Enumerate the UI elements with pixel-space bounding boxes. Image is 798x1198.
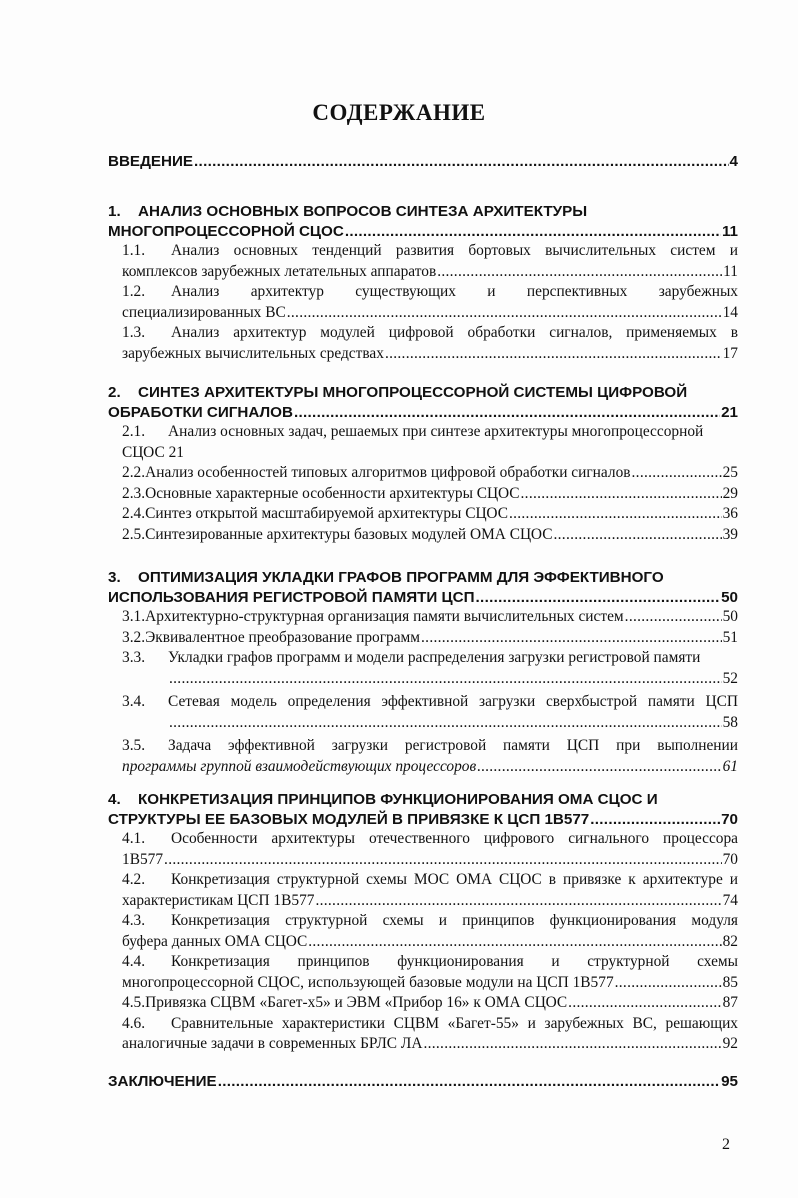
chapter-title-line1: СИНТЕЗ АРХИТЕКТУРЫ МНОГОПРОЦЕССОРНОЙ СИСТЕМЫ ЦИФРОВОЙ	[138, 384, 688, 401]
section-title: Синтезированные архитектуры базовых модулей ОМА СЦОС	[145, 525, 553, 543]
chapter-title-line2: ИСПОЛЬЗОВАНИЯ РЕГИСТРОВОЙ ПАМЯТИ ЦСП	[108, 589, 475, 606]
section-title-line2: аналогичные задачи в современных БРЛС ЛА	[122, 1035, 423, 1052]
toc-chapter-4-sections	[108, 829, 738, 1055]
chapter-number: 3.	[108, 569, 121, 586]
dot-leader	[521, 484, 722, 505]
section-title-line1: Анализ архитектур существующих и перспективных зарубежных	[171, 283, 738, 300]
toc-page-number: 70	[721, 811, 738, 828]
dot-leader	[423, 1034, 721, 1055]
toc-page-number: 61	[722, 757, 738, 775]
section-number: 4.3.	[122, 912, 146, 929]
toc-page-number: 70	[722, 850, 738, 868]
section-title-line2: 1В577	[122, 850, 164, 868]
dot-leader	[345, 222, 721, 242]
toc-page-number: 52	[722, 669, 738, 687]
dot-leader	[421, 628, 722, 649]
section-title: Анализ особенностей типовых алгоритмов цифровой обработки сигналов	[145, 464, 631, 481]
toc-page-number: 92	[722, 1035, 738, 1052]
dot-leader	[568, 993, 721, 1014]
section-number: 2.2.	[122, 464, 146, 481]
dot-leader	[315, 891, 721, 912]
section-number: 2.4.	[122, 505, 146, 522]
toc-section-4-3[interactable]	[108, 911, 738, 952]
section-title-line1: Особенности архитектуры отечественного цифрового сигнального процессора	[171, 830, 738, 847]
toc-section-2-2[interactable]	[108, 463, 738, 484]
toc-page-number: 87	[722, 994, 738, 1011]
dot-leader	[385, 344, 722, 365]
toc-chapter-3-heading[interactable]	[108, 568, 738, 608]
toc-page-number: 36	[722, 505, 738, 522]
toc-chapter-1-heading[interactable]	[108, 202, 738, 242]
dot-leader	[590, 810, 720, 830]
toc-page-number: 21	[721, 404, 738, 421]
toc-page-number: 39	[722, 525, 738, 543]
dot-leader	[625, 607, 722, 628]
page-number: 2	[722, 1136, 730, 1153]
chapter-title-line1: КОНКРЕТИЗАЦИЯ ПРИНЦИПОВ ФУНКЦИОНИРОВАНИЯ ОМА СЦОС И	[138, 791, 658, 808]
toc-chapter-3-sections	[108, 607, 738, 777]
section-title: Укладки графов программ и модели распределения загрузки регистровой памяти	[168, 649, 701, 666]
section-number: 4.6.	[122, 1014, 146, 1032]
section-number: 3.3.	[122, 649, 146, 666]
toc-section-2-5[interactable]	[108, 525, 738, 546]
toc-section-4-2[interactable]	[108, 870, 738, 911]
section-title-line2: буфера данных ОМА СЦОС	[122, 932, 308, 950]
section-title-line2: многопроцессорной СЦОС, использующей базовые модули на ЦСП 1В577	[122, 973, 614, 991]
toc-section-2-4[interactable]	[108, 504, 738, 525]
section-title: Эквивалентное преобразование программ	[145, 628, 421, 646]
toc-section-4-6[interactable]	[108, 1014, 738, 1055]
section-title-line1: Анализ архитектур модулей цифровой обработки сигналов, применяемых в	[171, 324, 738, 341]
section-title: Привязка СЦВМ «Багет-х5» и ЭВМ «Прибор 16» к ОМА СЦОС	[145, 994, 568, 1011]
dot-leader	[615, 973, 722, 994]
toc-page-number: 11	[721, 223, 738, 240]
section-title-line2: специализированных ВС	[122, 303, 286, 321]
toc-chapter-2-sections	[108, 422, 738, 545]
toc-section-3-1[interactable]	[108, 607, 738, 628]
section-number: 1.2.	[122, 283, 146, 300]
toc-page-number: 74	[722, 891, 738, 909]
toc-section-2-3[interactable]	[108, 484, 738, 505]
chapter-title-line1: ОПТИМИЗАЦИЯ УКЛАДКИ ГРАФОВ ПРОГРАММ ДЛЯ ЭФФЕКТИВНОГО	[138, 569, 664, 586]
toc-page-number: 4	[729, 153, 738, 170]
chapter-number: 1.	[108, 203, 121, 220]
chapter-number: 4.	[108, 791, 121, 808]
section-number: 4.2.	[122, 871, 146, 888]
dot-leader	[476, 588, 721, 608]
dot-leader	[437, 262, 722, 283]
section-number: 4.4.	[122, 953, 146, 970]
section-number: 3.2.	[122, 628, 146, 646]
toc-chapter-1-sections	[108, 241, 738, 364]
toc-page-number: 14	[722, 303, 738, 321]
section-title-line2: программы группой взаимодействующих процессоров	[122, 757, 477, 775]
section-title-line1: Задача эффективной загрузки регистровой памяти ЦСП при выполнении	[168, 737, 738, 754]
section-title: Архитектурно-структурная организация памяти вычислительных систем	[145, 608, 624, 625]
toc-entry-conclusion[interactable]	[108, 1072, 738, 1092]
toc-chapter-2-heading[interactable]	[108, 383, 738, 423]
toc-section-4-1[interactable]	[108, 829, 738, 870]
toc-page-number: 50	[721, 589, 738, 606]
dot-leader	[294, 403, 720, 423]
section-title: Основные характерные особенности архитектуры СЦОС	[145, 484, 520, 502]
section-number: 2.1.	[122, 423, 146, 440]
toc-page-number: 25	[722, 464, 738, 481]
section-title-line1: Сравнительные характеристики СЦВМ «Багет-55» и зарубежных ВС, решающих	[171, 1014, 738, 1032]
section-title-line2: характеристикам ЦСП 1В577	[122, 891, 315, 909]
section-number: 4.5.	[122, 994, 146, 1011]
toc-entry-intro[interactable]	[108, 152, 738, 172]
page-title: СОДЕРЖАНИЕ	[312, 100, 486, 125]
section-number: 3.5.	[122, 737, 146, 754]
dot-leader	[169, 669, 722, 690]
section-number: 3.4.	[122, 693, 146, 710]
section-number: 4.1.	[122, 830, 146, 847]
toc-section-3-4[interactable]	[108, 692, 738, 733]
section-number: 1.3.	[122, 324, 146, 341]
chapter-number: 2.	[108, 384, 121, 401]
section-title-line1: Анализ основных задач, решаемых при синтезе архитектуры многопроцессорной	[168, 423, 704, 440]
toc-section-3-3[interactable]	[108, 648, 738, 689]
dot-leader	[308, 932, 721, 953]
chapter-title-line2: МНОГОПРОЦЕССОРНОЙ СЦОС	[108, 223, 344, 240]
toc-section-4-4[interactable]	[108, 952, 738, 993]
dot-leader	[287, 303, 722, 324]
toc-section-1-1[interactable]	[108, 241, 738, 282]
toc-page-number: 17	[722, 344, 738, 362]
section-title-line2: СЦОС 21	[122, 443, 184, 461]
toc-section-1-3[interactable]	[108, 323, 738, 364]
toc-entry-label: ЗАКЛЮЧЕНИЕ	[108, 1073, 217, 1090]
dot-leader	[164, 850, 722, 871]
toc-section-4-5[interactable]	[108, 993, 738, 1014]
section-title-line1: Конкретизация принципов функционирования и структурной схемы	[171, 953, 738, 970]
toc-page-number: 29	[722, 484, 738, 502]
toc-page-number: 58	[722, 713, 738, 731]
dot-leader	[509, 504, 722, 525]
section-title-line1: Конкретизация структурной схемы и принципов функционирования модуля	[171, 912, 738, 929]
toc-entry-label: ВВЕДЕНИЕ	[108, 153, 194, 170]
section-title-line1: Анализ основных тенденций развития бортовых вычислительных систем и	[171, 242, 738, 259]
toc-chapter-4-heading[interactable]	[108, 790, 738, 830]
chapter-title-line1: АНАЛИЗ ОСНОВНЫХ ВОПРОСОВ СИНТЕЗА АРХИТЕКТУРЫ	[138, 203, 588, 220]
toc-page-number: 95	[721, 1073, 738, 1090]
toc-page-number: 51	[722, 628, 738, 646]
dot-leader	[632, 463, 722, 484]
toc-page-number: 82	[722, 932, 738, 950]
section-title: Сетевая модель определения эффективной загрузки сверхбыстрой памяти ЦСП	[168, 693, 738, 710]
section-number: 2.3.	[122, 484, 146, 502]
dot-leader	[218, 1072, 720, 1092]
toc-page-number: 11	[723, 262, 738, 280]
toc-page-number: 85	[722, 973, 738, 991]
section-title-line2: комплексов зарубежных летательных аппаратов	[122, 262, 437, 280]
section-number: 2.5.	[122, 525, 146, 543]
section-number: 3.1.	[122, 608, 146, 625]
section-title: Синтез открытой масштабируемой архитектуры СЦОС	[145, 505, 508, 522]
toc-section-3-2[interactable]	[108, 628, 738, 649]
section-title-line2: зарубежных вычислительных средствах	[122, 344, 384, 362]
dot-leader	[169, 713, 722, 734]
dot-leader	[554, 525, 722, 546]
chapter-title-line2: ОБРАБОТКИ СИГНАЛОВ	[108, 404, 293, 421]
chapter-title-line2: СТРУКТУРЫ ЕЕ БАЗОВЫХ МОДУЛЕЙ В ПРИВЯЗКЕ К ЦСП 1В577	[108, 811, 590, 828]
toc-section-3-5[interactable]	[108, 736, 738, 777]
section-number: 1.1.	[122, 242, 146, 259]
toc-section-2-1[interactable]	[108, 422, 738, 463]
dot-leader	[477, 757, 721, 778]
dot-leader	[194, 152, 729, 172]
toc-page-number: 50	[722, 608, 738, 625]
section-title-line1: Конкретизация структурной схемы МОС ОМА СЦОС в привязке к архитектуре и	[171, 871, 738, 888]
toc-section-1-2[interactable]	[108, 282, 738, 323]
